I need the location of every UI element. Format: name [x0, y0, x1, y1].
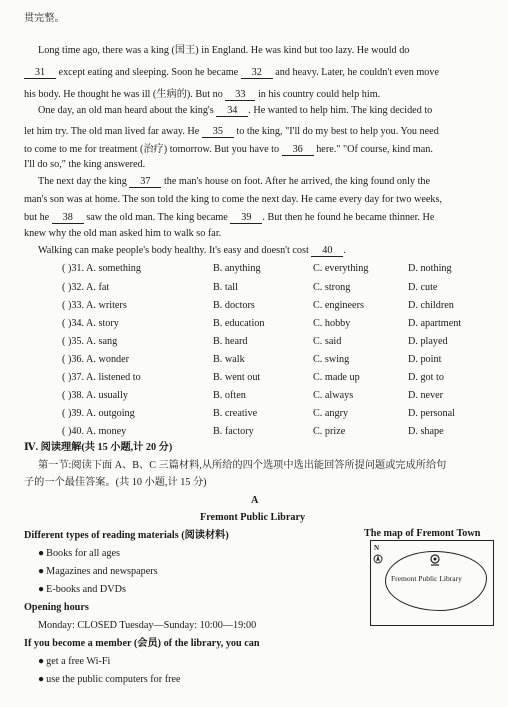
map-title: The map of Fremont Town — [364, 528, 481, 539]
passage-line: man's son was at home. The son told the king to come the next day. He came every day for two weeks, — [24, 194, 442, 205]
passage-line: his body. He thought he was ill (生病的). But no 33 in his country could help him. — [24, 89, 381, 100]
blank-40: 40 — [311, 246, 343, 257]
town-map — [370, 540, 494, 626]
passage-line: let him try. The old man lived far away. He 35 to the king, "I'll do my best to help you. You need — [24, 126, 439, 137]
blank-37: 37 — [129, 177, 161, 188]
blank-34: 34 — [216, 106, 248, 117]
passage-line: Walking can make people's body healthy. It's easy and doesn't cost 40 . — [38, 245, 346, 256]
list-item: ● Books for all ages — [38, 549, 120, 559]
section-heading: Ⅳ. 阅读理解(共 15 小题,计 20 分) — [24, 442, 173, 453]
option-row: ( )38. A. usually B. often C. always D. never — [62, 390, 444, 401]
reading-materials-heading: Different types of reading materials (阅读材料) — [24, 530, 229, 541]
passage-line: The next day the king 37 the man's house on foot. After he arrived, the king found only the — [38, 176, 431, 187]
blank-36: 36 — [282, 145, 314, 156]
option-row: ( )35. A. sang B. heard C. said D. played — [62, 336, 448, 347]
list-item: ● get a free Wi-Fi — [38, 657, 110, 667]
passage-line: Long time ago, there was a king (国王) in England. He was kind but too lazy. He would do — [38, 45, 410, 56]
passage-line: I'll do so," the king answered. — [24, 159, 146, 170]
blank-35: 35 — [202, 127, 234, 138]
blank-39: 39 — [230, 213, 262, 224]
blank-38: 38 — [52, 213, 84, 224]
option-row: ( )33. A. writers B. doctors C. engineers D. children — [62, 300, 454, 311]
instructions-line: 子的一个最佳答案。(共 10 小题,计 15 分) — [24, 477, 207, 488]
member-heading: If you become a member (会员) of the library, you can — [24, 638, 260, 649]
option-row: ( )31. A. something B. anything C. everything D. nothing — [62, 263, 452, 274]
list-item: ● Magazines and newspapers — [38, 567, 158, 577]
north-label: N — [374, 544, 380, 552]
passage-letter: A — [251, 495, 259, 506]
blank-32: 32 — [241, 68, 273, 79]
map-label: Fremont Public Library — [391, 574, 462, 583]
option-row: ( )36. A. wonder B. walk C. swing D. point — [62, 354, 442, 365]
blank-33: 33 — [225, 90, 255, 101]
option-row: ( )32. A. fat B. tall C. strong D. cute — [62, 282, 438, 293]
option-row: ( )39. A. outgoing B. creative C. angry D. personal — [62, 408, 455, 419]
list-item: ● use the public computers for free — [38, 675, 181, 685]
list-item: ● E-books and DVDs — [38, 585, 126, 595]
compass-icon — [373, 554, 383, 567]
library-location-icon — [429, 554, 441, 569]
passage-line: One day, an old man heard about the king's 34 . He wanted to help him. The king decided to — [38, 105, 433, 116]
option-row: ( )37. A. listened to B. went out C. made up D. got to — [62, 372, 444, 383]
opening-hours-text: Monday: CLOSED Tuesday—Sunday: 10:00—19:00 — [38, 620, 257, 631]
opening-hours-heading: Opening hours — [24, 602, 89, 613]
blank-31: 31 — [24, 68, 56, 79]
instructions-line: 第一节:阅读下面 A、B、C 三篇材料,从所给的四个选项中选出能回答所提问题或完成所给句 — [38, 460, 447, 471]
intro-text: 贯完整。 — [24, 13, 65, 24]
passage-line: knew why the old man asked him to walk so far. — [24, 228, 222, 239]
passage-line: but he 38 saw the old man. The king became 39 . But then he found he became thinner. He — [24, 212, 435, 223]
option-row: ( )40. A. money B. factory C. prize D. shape — [62, 426, 444, 437]
passage-title: Fremont Public Library — [200, 512, 306, 523]
option-row: ( )34. A. story B. education C. hobby D. apartment — [62, 318, 462, 329]
passage-line: to come to me for treatment (治疗) tomorrow. But you have to 36 here." "Of course, kind man. — [24, 144, 433, 155]
passage-line: 31 except eating and sleeping. Soon he became 32 and heavy. Later, he couldn't even move — [24, 68, 439, 79]
